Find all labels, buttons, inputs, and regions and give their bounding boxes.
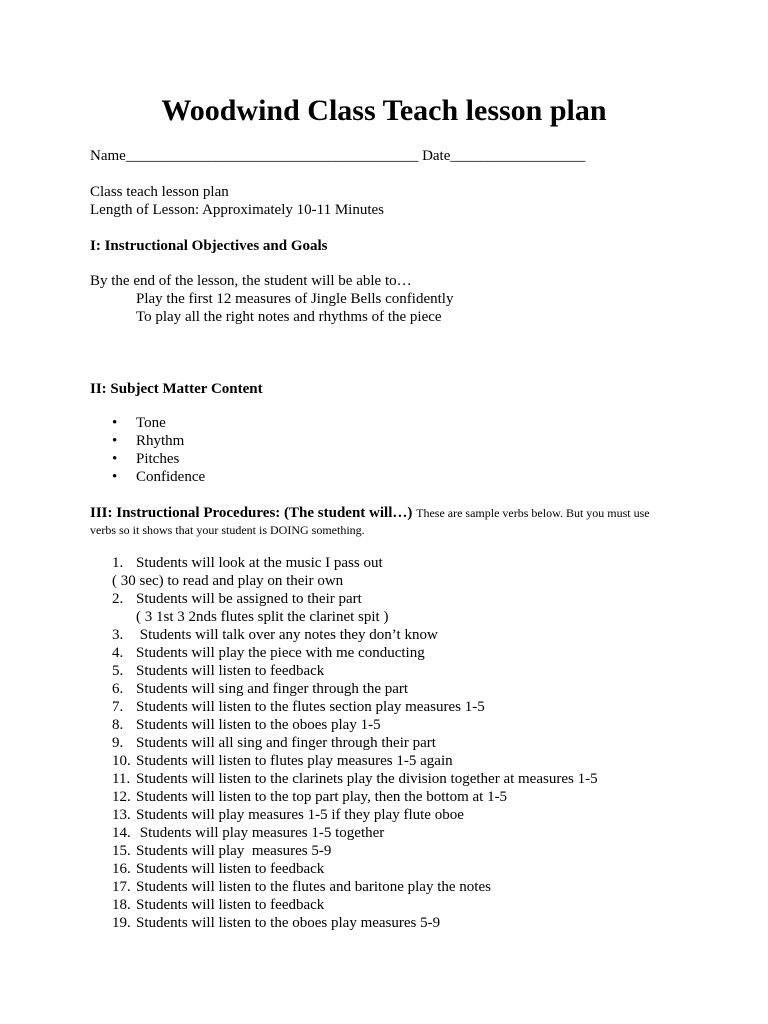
page-title: Woodwind Class Teach lesson plan	[161, 94, 607, 127]
name-date-line: Name_______________________________________ Date__________________	[90, 148, 586, 164]
step-number: 13.	[112, 807, 131, 823]
objective-item: Play the first 12 measures of Jingle Bells confidently	[136, 291, 454, 307]
list-item	[112, 432, 205, 450]
section-3-heading: III: Instructional Procedures: (The student will…)	[90, 505, 413, 521]
list-item-label: Pitches	[136, 451, 180, 467]
step-number: 9.	[112, 735, 124, 751]
step-number: 4.	[112, 645, 124, 661]
step-number: 6.	[112, 681, 124, 697]
step-text: Students will listen to feedback	[136, 663, 325, 679]
procedure-step	[112, 860, 598, 878]
bullet-icon: •	[112, 469, 118, 485]
procedure-step	[112, 716, 598, 734]
step-text: Students will listen to flutes play measures 1-5 again	[136, 753, 453, 769]
procedure-step	[112, 590, 598, 608]
step-text: Students will all sing and finger through their part	[136, 735, 436, 751]
section-1-heading: I: Instructional Objectives and Goals	[90, 238, 328, 254]
step-text: Students will play the piece with me conducting	[136, 645, 425, 661]
step-text: Students will listen to the flutes section play measures 1-5	[136, 699, 485, 715]
step-number: 12.	[112, 789, 131, 805]
bullet-icon: •	[112, 415, 118, 431]
step-text: Students will listen to the oboes play measures 5-9	[136, 915, 441, 931]
step-number: 19.	[112, 915, 131, 931]
step-number: 14.	[112, 825, 131, 841]
procedure-step	[112, 662, 598, 680]
subject-matter-list	[112, 414, 205, 486]
step-text: Students will sing and finger through the part	[136, 681, 409, 697]
step-text: Students will listen to the oboes play 1-5	[136, 717, 381, 733]
bullet-icon: •	[112, 451, 118, 467]
step-number: 18.	[112, 897, 131, 913]
step-text: Students will listen to feedback	[136, 897, 325, 913]
list-item	[112, 414, 205, 432]
list-item-label: Rhythm	[136, 433, 185, 449]
procedure-step	[112, 626, 598, 644]
list-item	[112, 468, 205, 486]
step-number: 1.	[112, 555, 124, 571]
step-number: 3.	[112, 627, 124, 643]
section-3-heading-line	[90, 504, 650, 522]
procedures-list	[112, 554, 598, 932]
step-text: Students will play measures 1-5 together	[136, 825, 385, 841]
step-number: 10.	[112, 753, 131, 769]
lesson-length: Length of Lesson: Approximately 10-11 Minutes	[90, 202, 384, 218]
step-text: Students will talk over any notes they don’t know	[136, 627, 438, 643]
step-text: Students will listen to the top part play, then the bottom at 1-5	[136, 789, 508, 805]
procedure-step	[112, 734, 598, 752]
objective-item: To play all the right notes and rhythms of the piece	[136, 309, 442, 325]
step-number: 15.	[112, 843, 131, 859]
intro-line-1: Class teach lesson plan	[90, 184, 229, 200]
step-number: 11.	[112, 771, 131, 787]
step-number: 7.	[112, 699, 124, 715]
procedure-step	[112, 878, 598, 896]
procedure-step	[112, 572, 598, 590]
procedure-step	[112, 842, 598, 860]
list-item-label: Confidence	[136, 469, 206, 485]
procedure-step	[112, 680, 598, 698]
step-text: Students will play measures 1-5 if they play flute oboe	[136, 807, 464, 823]
step-text: ( 3 1st 3 2nds flutes split the clarinet spit )	[136, 609, 389, 625]
section-3-note-continued: verbs so it shows that your student is DOING something.	[90, 523, 365, 537]
step-number: 17.	[112, 879, 131, 895]
procedure-step	[112, 896, 598, 914]
procedure-step	[112, 698, 598, 716]
step-number: 5.	[112, 663, 124, 679]
step-text: Students will be assigned to their part	[136, 591, 362, 607]
step-number: 8.	[112, 717, 124, 733]
procedure-step	[112, 608, 598, 626]
step-text: Students will look at the music I pass out	[136, 555, 383, 571]
objectives-lead: By the end of the lesson, the student will be able to…	[90, 273, 412, 289]
procedure-step	[112, 554, 598, 572]
step-text: Students will listen to feedback	[136, 861, 325, 877]
procedure-step	[112, 806, 598, 824]
step-number: 16.	[112, 861, 131, 877]
procedure-step	[112, 914, 598, 932]
list-item-label: Tone	[136, 415, 166, 431]
list-item	[112, 450, 205, 468]
bullet-icon: •	[112, 433, 118, 449]
procedure-step	[112, 752, 598, 770]
step-number: 2.	[112, 591, 124, 607]
step-text: Students will listen to the flutes and baritone play the notes	[136, 879, 491, 895]
section-3-note: These are sample verbs below. But you must use	[416, 506, 650, 520]
procedure-step	[112, 824, 598, 842]
procedure-step	[112, 788, 598, 806]
section-2-heading: II: Subject Matter Content	[90, 381, 263, 397]
step-text: Students will play measures 5-9	[136, 843, 332, 859]
step-text: ( 30 sec) to read and play on their own	[112, 573, 344, 589]
step-text: Students will listen to the clarinets play the division together at measures 1-5	[136, 771, 598, 787]
procedure-step	[112, 644, 598, 662]
procedure-step	[112, 770, 598, 788]
